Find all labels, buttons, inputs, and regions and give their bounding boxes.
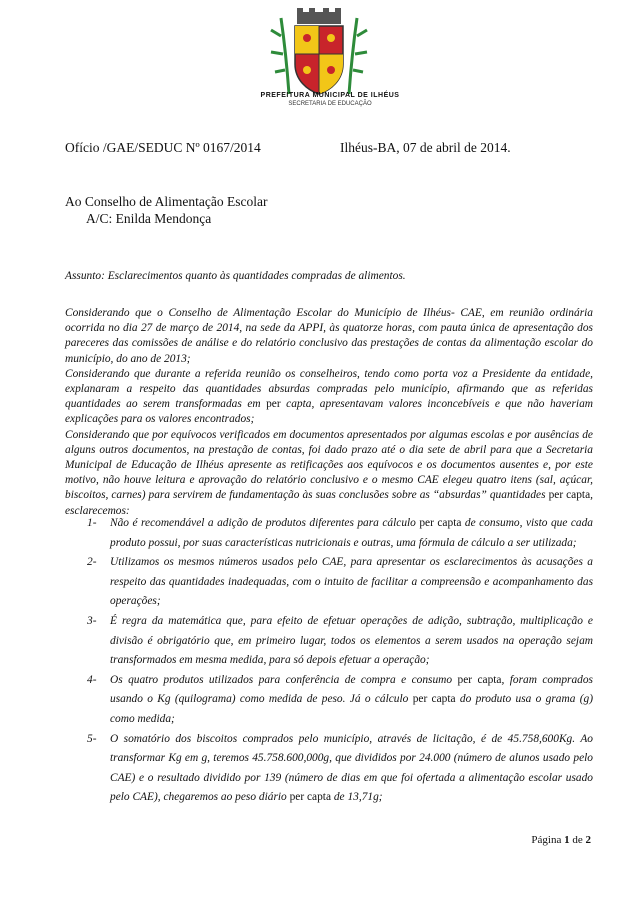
addressee-line: Ao Conselho de Alimentação Escolar	[65, 194, 268, 209]
paragraph-2: Considerando que durante a referida reunião os conselheiros, tendo como porta voz a Presidente da entidade, explanaram a respeito das quantidades absurdas compradas pelo município, afirmando que as referidas quantidades ao serem transformadas em per capta, apresentavam valores inconcebíveis e que não haveriam explicações para os valores encontrados;	[65, 367, 593, 426]
list-item: 1- Não é recomendável a adição de produtos diferentes para cálculo per capta de consumo, visto que cada produto possui, por suas características nutricionais e outras, uma fórmula de cálculo a ser utilizada;	[87, 517, 594, 549]
list-item: 5- O somatório dos biscoitos comprados pelo município, através de licitação, é de 45.758,600Kg. Ao transformar Kg em g, teremos 45.758.600,000g, que divididos por 24.000 (número de alunos usado pelo CAE) e o resultado dividido por 139 (número de dias em que foi ofertada a alimentação escolar usado pelo CAE), chegaremos ao peso diário per capta de 13,71g;	[87, 732, 593, 804]
letter-date: Ilhéus-BA, 07 de abril de 2014.	[340, 140, 511, 155]
list-item: 3- É regra da matemática que, para efeito de efetuar operações de adição, subtração, multiplicação e divisão é obrigatório que, em primeiro lugar, todos os elementos a serem usados na operação sejam transformados em mesma medida, para só depois efetuar a operação;	[87, 614, 593, 667]
page-number: Página 1 de 2	[531, 834, 591, 846]
prefeitura-name: PREFEITURA MUNICIPAL DE ILHÉUS	[260, 92, 400, 99]
list-item: 4- Os quatro produtos utilizados para conferência de compra e consumo per capta, foram comprados usando o Kg (quilograma) como medida de peso. Já o cálculo per capta do produto usa o grama (g) como medida;	[87, 673, 594, 725]
paragraph-1: Considerando que o Conselho de Alimentação Escolar do Município de Ilhéus- CAE, em reunião ordinária ocorrida no dia 27 de março de 2014, na sede da APPI, às quatorze horas, com pauta única de apresentação dos pareceres das comissões de análise e do relatório conclusivo das prestações de contas da alimentação escolar do município, do ano de 2013;	[65, 307, 593, 365]
paragraph-3: Considerando que por equívocos verificados em documentos apresentados por algumas escolas e por ausências de alguns outros documentos, na prestação de contas, foi dado prazo até o dia sete de abril para que a Secretaria Municipal de Educação de Ilhéus apresente as retificações aos equívocos e os documentos ausentes e, por este motivo, não houve leitura e aprovação do relatório conclusivo e o mesmo CAE elegeu quatro itens (sal, açúcar, biscoitos, carnes) para servirem de fundamentação às suas conclusões sobre as “absurdas” quantidades per capta, esclarecemos:	[65, 428, 593, 517]
secretaria-name: SECRETARIA DE EDUCAÇÃO	[288, 101, 372, 107]
letterhead	[0, 6, 638, 98]
per-capta-term: per capta	[548, 489, 591, 502]
list-item: 2- Utilizamos os mesmos números usados pelo CAE, para apresentar os esclarecimentos às acusações a respeito das quantidades inadequadas, com o intuito de facilitar a compreensão e acompanhamento das operações;	[87, 556, 593, 608]
clarification-list	[65, 514, 593, 808]
oficio-number: Ofício /GAE/SEDUC Nº 0167/2014	[65, 140, 261, 155]
attention-line: A/C: Enilda Mendonça	[86, 211, 212, 226]
municipal-coat-of-arms-icon	[259, 6, 379, 98]
subject-line: Assunto: Esclarecimentos quanto às quantidades compradas de alimentos.	[65, 270, 406, 282]
per-capta-term: per	[266, 398, 281, 411]
considerations-block	[65, 306, 593, 519]
